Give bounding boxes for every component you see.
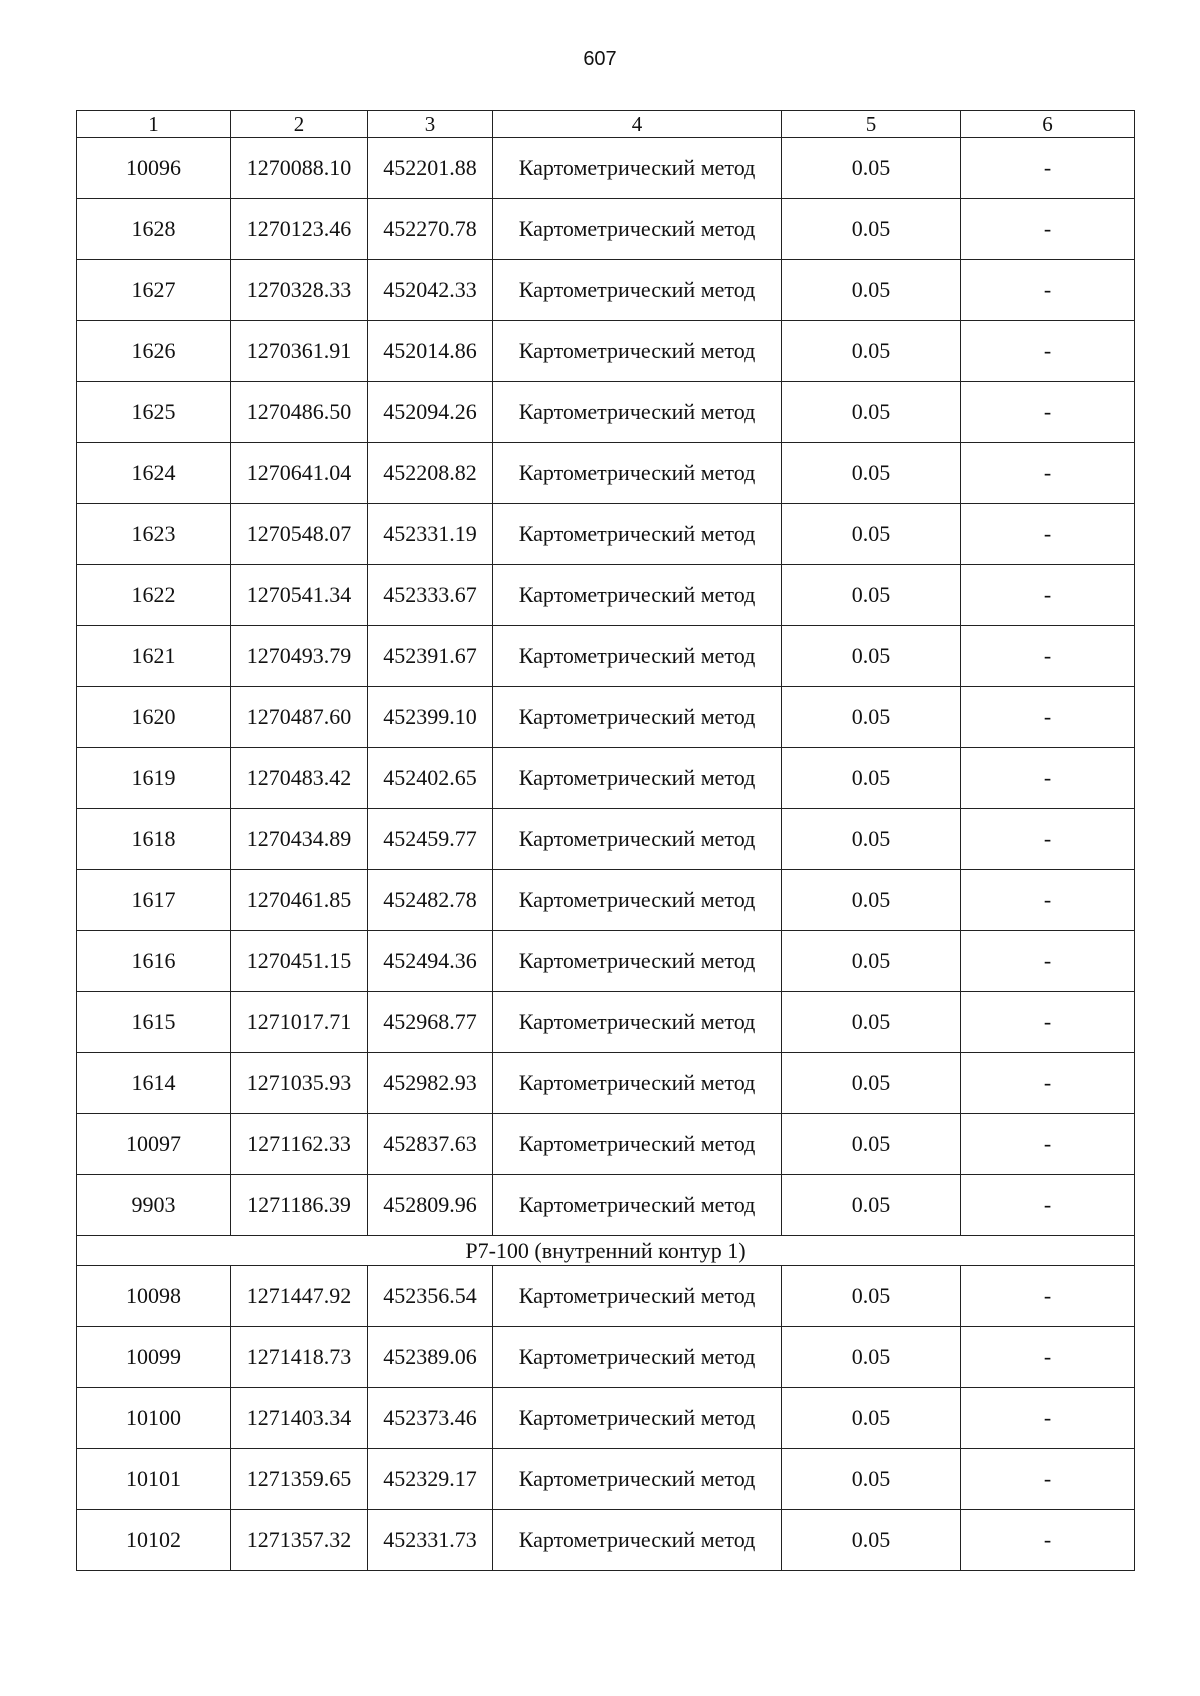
point-id-cell: 1617 [77, 870, 231, 931]
accuracy-cell: 0.05 [782, 199, 961, 260]
method-cell: Картометрический метод [493, 260, 782, 321]
y-coordinate-cell: 452391.67 [368, 626, 493, 687]
x-coordinate-cell: 1270451.15 [231, 931, 368, 992]
method-cell: Картометрический метод [493, 565, 782, 626]
section-header-row [77, 1236, 1135, 1266]
accuracy-cell: 0.05 [782, 443, 961, 504]
method-cell: Картометрический метод [493, 504, 782, 565]
page-number: 607 [583, 48, 617, 70]
accuracy-cell: 0.05 [782, 1449, 961, 1510]
y-coordinate-cell: 452042.33 [368, 260, 493, 321]
accuracy-cell: 0.05 [782, 626, 961, 687]
y-coordinate-cell: 452968.77 [368, 992, 493, 1053]
notes-cell: - [961, 1053, 1135, 1114]
method-cell: Картометрический метод [493, 138, 782, 199]
point-id-cell: 10101 [77, 1449, 231, 1510]
x-coordinate-cell: 1271359.65 [231, 1449, 368, 1510]
point-id-cell: 1624 [77, 443, 231, 504]
y-coordinate-cell: 452399.10 [368, 687, 493, 748]
method-cell: Картометрический метод [493, 1388, 782, 1449]
table-row [77, 565, 1135, 626]
point-id-cell: 1622 [77, 565, 231, 626]
notes-cell: - [961, 1388, 1135, 1449]
method-cell: Картометрический метод [493, 199, 782, 260]
point-id-cell: 1626 [77, 321, 231, 382]
y-coordinate-cell: 452373.46 [368, 1388, 493, 1449]
method-cell: Картометрический метод [493, 382, 782, 443]
y-coordinate-cell: 452208.82 [368, 443, 493, 504]
method-cell: Картометрический метод [493, 1266, 782, 1327]
notes-cell: - [961, 748, 1135, 809]
y-coordinate-cell: 452982.93 [368, 1053, 493, 1114]
y-coordinate-cell: 452094.26 [368, 382, 493, 443]
point-id-cell: 10100 [77, 1388, 231, 1449]
table-row [77, 748, 1135, 809]
accuracy-cell: 0.05 [782, 565, 961, 626]
y-coordinate-cell: 452201.88 [368, 138, 493, 199]
method-cell: Картометрический метод [493, 1114, 782, 1175]
method-cell: Картометрический метод [493, 1510, 782, 1571]
x-coordinate-cell: 1270493.79 [231, 626, 368, 687]
notes-cell: - [961, 931, 1135, 992]
point-id-cell: 1615 [77, 992, 231, 1053]
x-coordinate-cell: 1270548.07 [231, 504, 368, 565]
method-cell: Картометрический метод [493, 931, 782, 992]
x-coordinate-cell: 1271357.32 [231, 1510, 368, 1571]
x-coordinate-cell: 1270486.50 [231, 382, 368, 443]
notes-cell: - [961, 260, 1135, 321]
notes-cell: - [961, 992, 1135, 1053]
column-header: 5 [782, 111, 961, 138]
y-coordinate-cell: 452329.17 [368, 1449, 493, 1510]
accuracy-cell: 0.05 [782, 1114, 961, 1175]
accuracy-cell: 0.05 [782, 1388, 961, 1449]
y-coordinate-cell: 452482.78 [368, 870, 493, 931]
x-coordinate-cell: 1270328.33 [231, 260, 368, 321]
accuracy-cell: 0.05 [782, 1510, 961, 1571]
table-row [77, 1510, 1135, 1571]
y-coordinate-cell: 452809.96 [368, 1175, 493, 1236]
accuracy-cell: 0.05 [782, 260, 961, 321]
section-title: Р7-100 (внутренний контур 1) [77, 1236, 1135, 1266]
notes-cell: - [961, 626, 1135, 687]
column-header: 6 [961, 111, 1135, 138]
x-coordinate-cell: 1271403.34 [231, 1388, 368, 1449]
y-coordinate-cell: 452389.06 [368, 1327, 493, 1388]
point-id-cell: 1627 [77, 260, 231, 321]
x-coordinate-cell: 1270487.60 [231, 687, 368, 748]
table-row [77, 626, 1135, 687]
point-id-cell: 10102 [77, 1510, 231, 1571]
x-coordinate-cell: 1271162.33 [231, 1114, 368, 1175]
table-row [77, 1114, 1135, 1175]
accuracy-cell: 0.05 [782, 687, 961, 748]
x-coordinate-cell: 1270541.34 [231, 565, 368, 626]
accuracy-cell: 0.05 [782, 809, 961, 870]
point-id-cell: 1619 [77, 748, 231, 809]
y-coordinate-cell: 452331.73 [368, 1510, 493, 1571]
accuracy-cell: 0.05 [782, 382, 961, 443]
point-id-cell: 1614 [77, 1053, 231, 1114]
column-header: 3 [368, 111, 493, 138]
y-coordinate-cell: 452459.77 [368, 809, 493, 870]
notes-cell: - [961, 809, 1135, 870]
column-header: 2 [231, 111, 368, 138]
notes-cell: - [961, 504, 1135, 565]
notes-cell: - [961, 321, 1135, 382]
accuracy-cell: 0.05 [782, 1175, 961, 1236]
y-coordinate-cell: 452331.19 [368, 504, 493, 565]
header-row [77, 111, 1135, 138]
point-id-cell: 9903 [77, 1175, 231, 1236]
table-row [77, 931, 1135, 992]
y-coordinate-cell: 452014.86 [368, 321, 493, 382]
table-row [77, 199, 1135, 260]
table-row [77, 1175, 1135, 1236]
method-cell: Картометрический метод [493, 1449, 782, 1510]
column-header: 4 [493, 111, 782, 138]
table-row [77, 1388, 1135, 1449]
accuracy-cell: 0.05 [782, 1266, 961, 1327]
accuracy-cell: 0.05 [782, 1053, 961, 1114]
method-cell: Картометрический метод [493, 1175, 782, 1236]
notes-cell: - [961, 1175, 1135, 1236]
table-row [77, 870, 1135, 931]
method-cell: Картометрический метод [493, 809, 782, 870]
table-row [77, 138, 1135, 199]
method-cell: Картометрический метод [493, 992, 782, 1053]
notes-cell: - [961, 1114, 1135, 1175]
y-coordinate-cell: 452837.63 [368, 1114, 493, 1175]
table-body [77, 111, 1135, 1571]
x-coordinate-cell: 1271186.39 [231, 1175, 368, 1236]
method-cell: Картометрический метод [493, 1053, 782, 1114]
table-row [77, 687, 1135, 748]
column-header: 1 [77, 111, 231, 138]
point-id-cell: 1620 [77, 687, 231, 748]
x-coordinate-cell: 1271017.71 [231, 992, 368, 1053]
x-coordinate-cell: 1270434.89 [231, 809, 368, 870]
table-row [77, 321, 1135, 382]
y-coordinate-cell: 452402.65 [368, 748, 493, 809]
point-id-cell: 1621 [77, 626, 231, 687]
x-coordinate-cell: 1271035.93 [231, 1053, 368, 1114]
y-coordinate-cell: 452333.67 [368, 565, 493, 626]
table-row [77, 1327, 1135, 1388]
method-cell: Картометрический метод [493, 321, 782, 382]
x-coordinate-cell: 1270461.85 [231, 870, 368, 931]
notes-cell: - [961, 382, 1135, 443]
method-cell: Картометрический метод [493, 748, 782, 809]
method-cell: Картометрический метод [493, 443, 782, 504]
table-row [77, 443, 1135, 504]
accuracy-cell: 0.05 [782, 504, 961, 565]
notes-cell: - [961, 443, 1135, 504]
point-id-cell: 10097 [77, 1114, 231, 1175]
table-row [77, 260, 1135, 321]
method-cell: Картометрический метод [493, 870, 782, 931]
point-id-cell: 10096 [77, 138, 231, 199]
notes-cell: - [961, 687, 1135, 748]
table-row [77, 382, 1135, 443]
notes-cell: - [961, 565, 1135, 626]
accuracy-cell: 0.05 [782, 931, 961, 992]
notes-cell: - [961, 1449, 1135, 1510]
x-coordinate-cell: 1270361.91 [231, 321, 368, 382]
coordinates-table [76, 110, 1135, 1571]
x-coordinate-cell: 1270123.46 [231, 199, 368, 260]
point-id-cell: 1625 [77, 382, 231, 443]
table-row [77, 809, 1135, 870]
y-coordinate-cell: 452270.78 [368, 199, 493, 260]
point-id-cell: 10098 [77, 1266, 231, 1327]
notes-cell: - [961, 1510, 1135, 1571]
x-coordinate-cell: 1271447.92 [231, 1266, 368, 1327]
table-row [77, 1053, 1135, 1114]
y-coordinate-cell: 452356.54 [368, 1266, 493, 1327]
accuracy-cell: 0.05 [782, 321, 961, 382]
point-id-cell: 1628 [77, 199, 231, 260]
notes-cell: - [961, 870, 1135, 931]
point-id-cell: 1616 [77, 931, 231, 992]
table-row [77, 992, 1135, 1053]
method-cell: Картометрический метод [493, 626, 782, 687]
table-row [77, 1449, 1135, 1510]
x-coordinate-cell: 1270483.42 [231, 748, 368, 809]
accuracy-cell: 0.05 [782, 992, 961, 1053]
table-row [77, 504, 1135, 565]
y-coordinate-cell: 452494.36 [368, 931, 493, 992]
notes-cell: - [961, 138, 1135, 199]
point-id-cell: 1623 [77, 504, 231, 565]
notes-cell: - [961, 1266, 1135, 1327]
x-coordinate-cell: 1270088.10 [231, 138, 368, 199]
method-cell: Картометрический метод [493, 1327, 782, 1388]
method-cell: Картометрический метод [493, 687, 782, 748]
table-row [77, 1266, 1135, 1327]
notes-cell: - [961, 199, 1135, 260]
notes-cell: - [961, 1327, 1135, 1388]
accuracy-cell: 0.05 [782, 138, 961, 199]
point-id-cell: 1618 [77, 809, 231, 870]
point-id-cell: 10099 [77, 1327, 231, 1388]
x-coordinate-cell: 1271418.73 [231, 1327, 368, 1388]
accuracy-cell: 0.05 [782, 870, 961, 931]
x-coordinate-cell: 1270641.04 [231, 443, 368, 504]
accuracy-cell: 0.05 [782, 748, 961, 809]
accuracy-cell: 0.05 [782, 1327, 961, 1388]
